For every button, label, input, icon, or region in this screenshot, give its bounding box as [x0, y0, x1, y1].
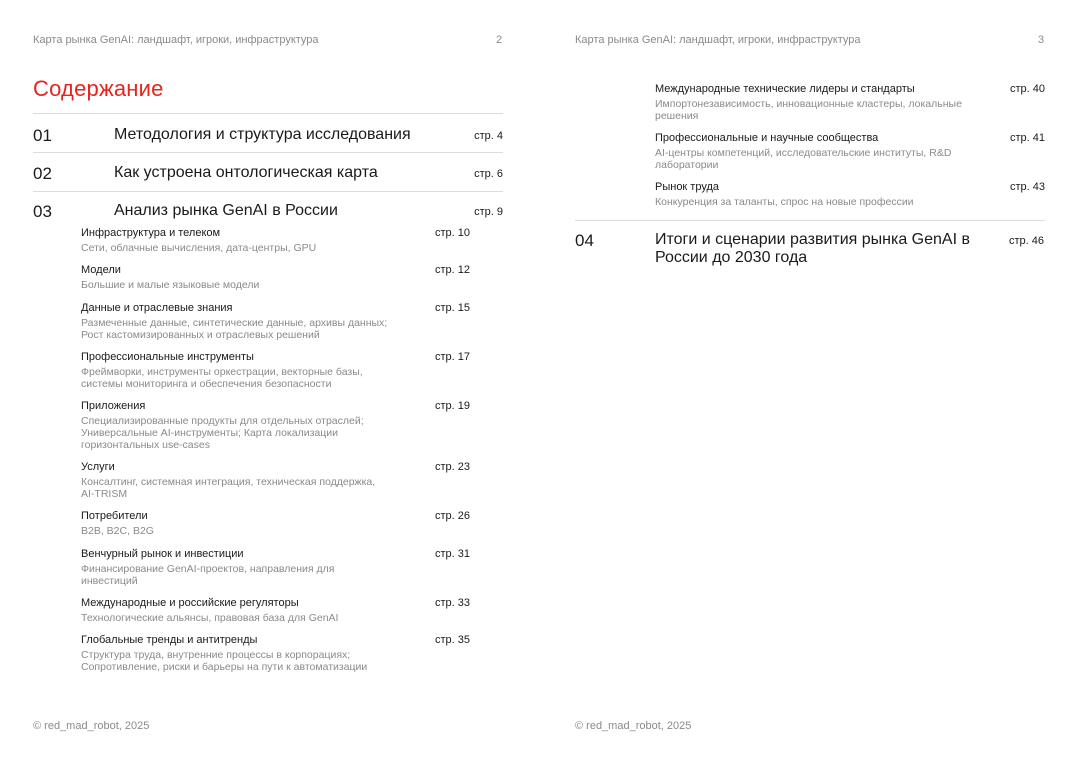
section-title: Итоги и сценарии развития рынка GenAI в России до 2030 года [655, 231, 970, 266]
section-page: стр. 6 [474, 168, 503, 180]
subsection-page: стр. 31 [434, 548, 470, 560]
subsection-page: стр. 43 [1009, 181, 1045, 193]
footer-copyright: © red_mad_robot, 2025 [33, 720, 150, 732]
subsection-title: Рынок труда [655, 181, 720, 193]
subsection-desc: Сети, облачные вычисления, дата-центры, GPU [81, 242, 317, 254]
page-number: 3 [1038, 34, 1045, 46]
section-title: Методология и структура исследования [114, 126, 411, 143]
subsection-page: стр. 41 [1009, 132, 1045, 144]
subsection-desc: Импортонезависимость, инновационные кластеры, локальные решения [655, 98, 962, 122]
subsection-desc: Размеченные данные, синтетические данные, архивы данных; Рост кастомизированных и отраслевых решений [81, 317, 388, 341]
subsection-desc: Консалтинг, системная интеграция, техническая поддержка, AI-TRISM [81, 476, 376, 500]
footer-copyright: © red_mad_robot, 2025 [575, 720, 692, 732]
subsection-page: стр. 17 [434, 351, 470, 363]
subsection-title: Глобальные тренды и антитренды [81, 634, 258, 646]
subsection-title: Приложения [81, 400, 146, 412]
section-number: 02 [33, 164, 52, 183]
toc-subsection[interactable] [81, 597, 470, 624]
subsection-title: Модели [81, 264, 121, 276]
right-page [540, 0, 1080, 764]
subsection-title: Потребители [81, 510, 148, 522]
running-head: Карта рынка GenAI: ландшафт, игроки, инфраструктура [33, 34, 319, 46]
section-page: стр. 46 [1009, 235, 1045, 247]
toc-title: Содержание [33, 76, 164, 101]
section-number: 01 [33, 126, 52, 145]
subsection-page: стр. 33 [434, 597, 470, 609]
subsection-desc: Структура труда, внутренние процессы в корпорациях; Сопротивление, риски и барьеры на пути к автоматизации [81, 649, 368, 673]
toc-subsection[interactable] [655, 83, 1045, 122]
subsection-title: Международные и российские регуляторы [81, 597, 299, 609]
subsection-desc: Фреймворки, инструменты оркестрации, векторные базы, системы мониторинга и обеспечения безопасности [81, 366, 363, 390]
toc-list [33, 113, 503, 221]
toc-section-02[interactable] [33, 152, 503, 191]
toc-subsection[interactable] [81, 302, 470, 341]
toc-section-03[interactable] [33, 191, 503, 221]
toc-subsection[interactable] [81, 400, 470, 451]
toc-subsection[interactable] [655, 132, 1045, 171]
subsection-title: Профессиональные и научные сообщества [655, 132, 879, 144]
subsection-page: стр. 19 [434, 400, 470, 412]
page-number: 2 [496, 34, 503, 46]
subsection-title: Венчурный рынок и инвестиции [81, 548, 244, 560]
section-divider [575, 220, 1045, 221]
subsection-page: стр. 23 [434, 461, 470, 473]
subsection-title: Данные и отраслевые знания [81, 302, 233, 314]
toc-subsection[interactable] [81, 634, 470, 673]
subsection-title: Услуги [81, 461, 115, 473]
subsection-title: Международные технические лидеры и стандарты [655, 83, 915, 95]
subsection-page: стр. 35 [434, 634, 470, 646]
subsection-page: стр. 40 [1009, 83, 1045, 95]
subsection-page: стр. 15 [434, 302, 470, 314]
section-title: Анализ рынка GenAI в России [114, 202, 338, 219]
toc-section-01[interactable] [33, 113, 503, 152]
subsection-title: Инфраструктура и телеком [81, 227, 221, 239]
toc-subsection[interactable] [81, 351, 470, 390]
subsection-desc: AI-центры компетенций, исследовательские институты, R&D лаборатории [655, 147, 952, 171]
subsection-desc: B2B, B2C, B2G [81, 525, 154, 537]
subsection-desc: Конкуренция за таланты, спрос на новые профессии [655, 196, 914, 208]
section-page: стр. 9 [474, 206, 503, 218]
toc-subsection[interactable] [81, 461, 470, 500]
subsection-title: Профессиональные инструменты [81, 351, 254, 363]
subsection-desc: Большие и малые языковые модели [81, 279, 260, 291]
subsection-desc: Специализированные продукты для отдельных отраслей; Универсальные AI-инструменты; Карта локализации горизонтальных use-cases [81, 415, 364, 451]
section-number: 04 [575, 231, 594, 250]
toc-subsection[interactable] [81, 227, 470, 254]
section-number: 03 [33, 202, 52, 221]
toc-subsection[interactable] [81, 548, 470, 587]
section-title: Как устроена онтологическая карта [114, 164, 378, 181]
section-page: стр. 4 [474, 130, 503, 142]
toc-subsection[interactable] [655, 181, 1045, 208]
subsection-page: стр. 26 [434, 510, 470, 522]
toc-subsection[interactable] [81, 264, 470, 291]
subsection-page: стр. 10 [434, 227, 470, 239]
toc-subsection[interactable] [81, 510, 470, 537]
subsection-desc: Финансирование GenAI-проектов, направления для инвестиций [81, 563, 335, 587]
subsection-desc: Технологические альянсы, правовая база для GenAI [81, 612, 339, 624]
running-head: Карта рынка GenAI: ландшафт, игроки, инфраструктура [575, 34, 861, 46]
subsection-page: стр. 12 [434, 264, 470, 276]
